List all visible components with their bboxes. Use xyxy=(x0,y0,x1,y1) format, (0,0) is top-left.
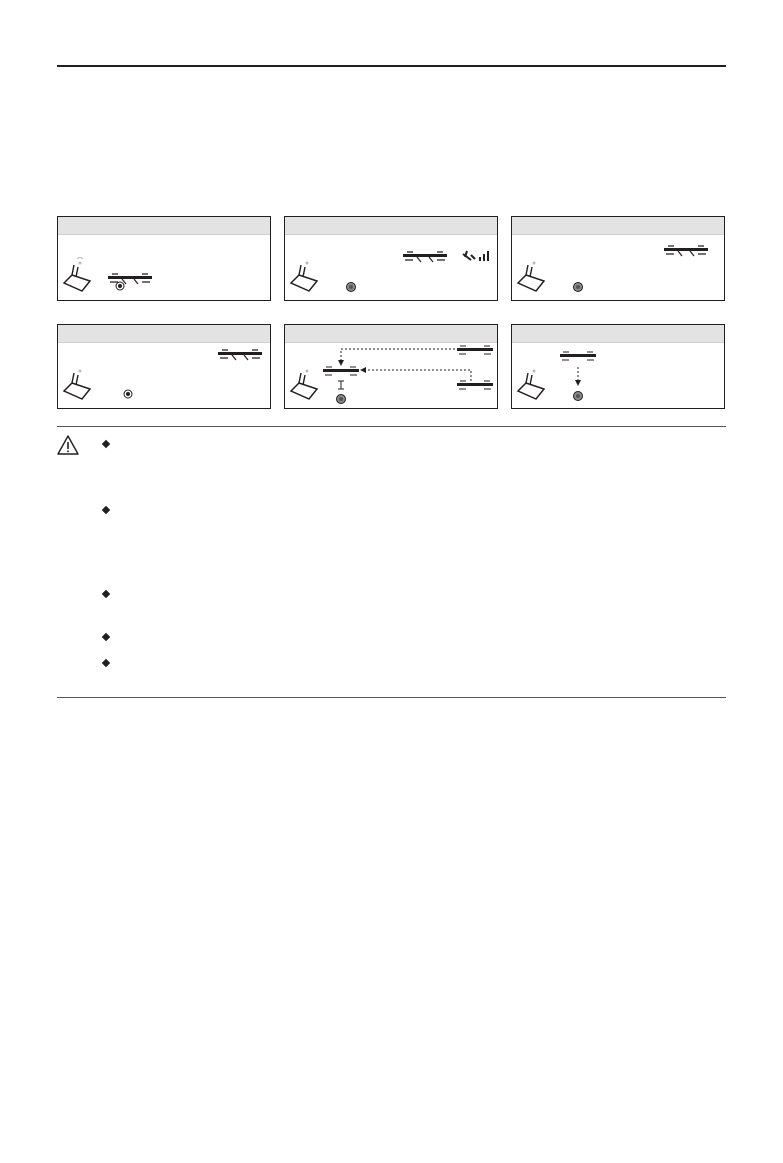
rth-diagram-panel-6 xyxy=(511,324,725,409)
home-point-icon xyxy=(124,390,132,398)
home-point-icon xyxy=(347,283,356,292)
rth-diagram-panel-5 xyxy=(284,324,498,409)
notice-bullet xyxy=(102,440,110,448)
rth-diagram-1 xyxy=(58,217,272,302)
notice-bottom-rule xyxy=(57,697,726,698)
warning-triangle-icon xyxy=(56,434,80,456)
remote-controller-icon xyxy=(291,370,317,400)
notice-bullet xyxy=(102,590,110,598)
home-point-icon xyxy=(574,392,583,401)
remote-controller-icon xyxy=(291,262,317,292)
rth-diagram-panel-1 xyxy=(57,216,271,301)
aircraft-icon xyxy=(108,274,152,284)
aircraft-icon xyxy=(560,352,596,360)
notice-bullet xyxy=(102,506,110,514)
aircraft-icon xyxy=(403,252,447,262)
rth-diagram-5 xyxy=(285,325,499,410)
rth-diagram-6 xyxy=(512,325,726,410)
rth-diagram-panel-4 xyxy=(57,324,271,409)
remote-controller-icon xyxy=(64,258,90,292)
rth-diagram-2 xyxy=(285,217,499,302)
header-rule xyxy=(57,65,726,67)
gps-signal-icon xyxy=(463,251,489,261)
aircraft-icon xyxy=(457,381,493,389)
rth-diagram-panel-3 xyxy=(511,216,725,301)
aircraft-icon xyxy=(323,367,359,375)
home-point-icon xyxy=(574,283,583,292)
remote-controller-icon xyxy=(518,262,544,292)
remote-controller-icon xyxy=(518,370,544,400)
home-point-icon xyxy=(116,282,124,290)
notice-bullet xyxy=(102,633,110,641)
rth-diagram-3 xyxy=(512,217,726,302)
aircraft-icon xyxy=(218,350,262,360)
remote-controller-icon xyxy=(64,370,90,400)
home-point-icon xyxy=(337,395,346,404)
notice-bullet xyxy=(102,659,110,667)
notice-top-rule xyxy=(57,426,726,427)
aircraft-icon xyxy=(457,346,493,354)
aircraft-icon xyxy=(664,246,708,256)
rth-diagram-4 xyxy=(58,325,272,410)
rth-diagram-panel-2 xyxy=(284,216,498,301)
